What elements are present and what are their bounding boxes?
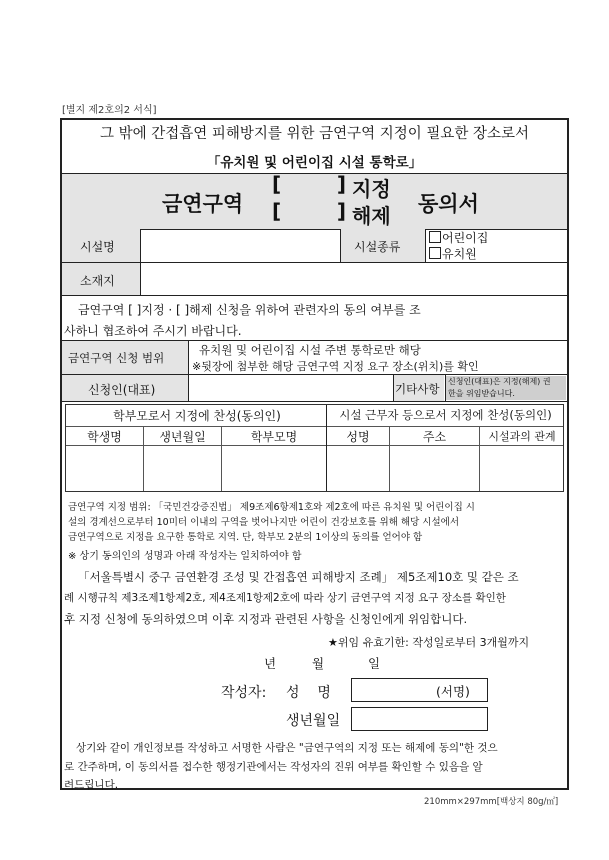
scope-note-line2: 설의 경계선으로부터 10미터 이내의 구역을 벗어나지만 어린이 건강보호를 위해 해당 시설에서 — [68, 517, 460, 528]
privacy-line2: 로 간주하며, 이 동의서를 접수한 행정기관에서는 작성자의 진위 여부를 확인할 수 있음을 알 — [64, 761, 483, 773]
form-code: [별지 제2호의2 서식] — [62, 105, 157, 116]
divider — [425, 229, 426, 262]
consistency-note: ※ 상기 동의인의 성명과 아래 작성자는 일치하여야 함 — [68, 551, 302, 562]
request-line1: 금연구역 [ ]지정 · [ ]해제 신청을 위하여 관련자의 동의 여부를 조 — [78, 303, 421, 317]
scope-line2: ※뒷장에 첨부한 해당 금연구역 지정 요구 장소(위치)를 확인 — [192, 360, 479, 373]
divider — [62, 262, 567, 263]
kindergarten-label: 유치원 — [442, 247, 477, 261]
divider — [445, 374, 446, 401]
divider — [62, 295, 567, 296]
divider — [143, 426, 144, 491]
address-label: 소재지 — [80, 274, 115, 288]
delegation-line1: 「서울특별시 중구 금연환경 조성 및 간접흡연 피해방지 조례」 제5조제10호 및 같은 조 — [78, 570, 519, 584]
col-relation: 시설과의 관계 — [488, 430, 556, 443]
divider — [66, 426, 563, 427]
privacy-line3: 려드립니다. — [64, 779, 119, 791]
facility-name-field[interactable] — [142, 231, 338, 260]
divider — [62, 401, 567, 402]
cell-student-name[interactable] — [66, 446, 143, 490]
cell-relation[interactable] — [480, 446, 564, 490]
divider — [188, 340, 189, 401]
applicant-label: 신청인(대표) — [88, 383, 156, 397]
group1-title: 학부모로서 지정에 찬성(동의인) — [113, 409, 281, 423]
divider — [389, 426, 390, 491]
divider — [326, 405, 327, 491]
col-birth-date: 생년월일 — [159, 430, 206, 444]
birth-field[interactable] — [351, 707, 488, 731]
kindergarten-checkbox[interactable] — [429, 247, 441, 259]
date-month[interactable]: 월 — [312, 656, 325, 671]
facility-type-label: 시설종류 — [354, 240, 401, 254]
privacy-line1: 상기와 같이 개인정보를 작성하고 서명한 사람은 "금연구역의 지정 또는 해제에 동의"한 것으 — [76, 742, 498, 754]
paper-spec: 210mm×297mm[백상지 80g/㎡] — [424, 797, 559, 807]
cell-parent-name[interactable] — [222, 446, 326, 490]
title-designate: 지정 — [352, 177, 391, 201]
col-student-name: 학생명 — [87, 430, 122, 444]
divider — [393, 374, 394, 401]
col-address: 주소 — [422, 430, 447, 444]
facility-name-label: 시설명 — [80, 240, 115, 254]
address-field[interactable] — [142, 265, 565, 293]
header-line2: 「유치원 및 어린이집 시설 통학로」 — [206, 155, 423, 171]
date-year[interactable]: 년 — [264, 656, 277, 671]
signature-label: (서명) — [436, 684, 470, 699]
header-line1: 그 밖에 간접흡연 피해방지를 위한 금연구역 지정이 필요한 장소로서 — [99, 126, 530, 142]
other-note2: 한을 위임받습니다. — [448, 389, 515, 398]
cell-birth-date[interactable] — [144, 446, 221, 490]
cell-address[interactable] — [390, 446, 479, 490]
request-line2: 사하니 협조하여 주시기 바랍니다. — [64, 324, 242, 338]
title-right: 동의서 — [418, 192, 479, 216]
delegation-line3: 후 지정 신청에 동의하였으며 이후 지정과 관련된 사항을 신청인에게 위임합니다. — [64, 612, 468, 626]
daycare-checkbox[interactable] — [429, 231, 441, 243]
divider — [140, 229, 141, 295]
kindergarten-option[interactable] — [429, 245, 477, 262]
title-left: 금연구역 — [162, 192, 244, 216]
divider — [221, 426, 222, 491]
divider — [66, 445, 563, 446]
col-name: 성명 — [346, 430, 370, 444]
delegation-line2: 례 시행규칙 제3조제1항제2호, 제4조제1항제2호에 따라 상기 금연구역 지정 요구 장소를 확인한 — [64, 592, 506, 604]
title-bracket-designate[interactable]: [ ] — [272, 172, 346, 196]
daycare-label: 어린이집 — [442, 231, 489, 245]
birth-label: 생년월일 — [286, 713, 341, 729]
divider — [340, 229, 341, 262]
writer-name-label: 성 명 — [286, 685, 331, 701]
divider — [62, 340, 567, 341]
scope-note-line3: 금연구역으로 지정을 요구한 통학로 지역. 단, 학부모 2분의 1이상의 동의를 얻어야 함 — [68, 532, 423, 543]
validity-note: ★위임 유효기한: 작성일로부터 3개월까지 — [328, 636, 530, 649]
col-parent-name: 학부모명 — [250, 430, 298, 444]
other-label: 기타사항 — [395, 382, 440, 396]
scope-note-line1: 금연구역 지정 범위: 「국민건강증진법」 제9조제6항제1호와 제2호에 따른 유치원 및 어린이집 시 — [68, 502, 475, 513]
cell-name[interactable] — [327, 446, 389, 490]
writer-label: 작성자: — [221, 685, 267, 701]
divider — [62, 374, 567, 375]
scope-line1: 유치원 및 어린이집 시설 주변 통학로만 해당 — [199, 343, 421, 357]
title-release: 해제 — [352, 204, 391, 228]
title-bracket-release[interactable]: [ ] — [272, 199, 346, 223]
scope-label: 금연구역 신청 범위 — [68, 351, 165, 365]
divider — [479, 426, 480, 491]
date-day[interactable]: 일 — [368, 656, 381, 671]
applicant-field[interactable] — [190, 377, 392, 399]
group2-title: 시설 근무자 등으로서 지정에 찬성(동의인) — [339, 408, 552, 422]
other-note1: 신청인(대표)은 지정(해제) 권 — [448, 377, 551, 386]
daycare-option[interactable] — [429, 229, 488, 246]
